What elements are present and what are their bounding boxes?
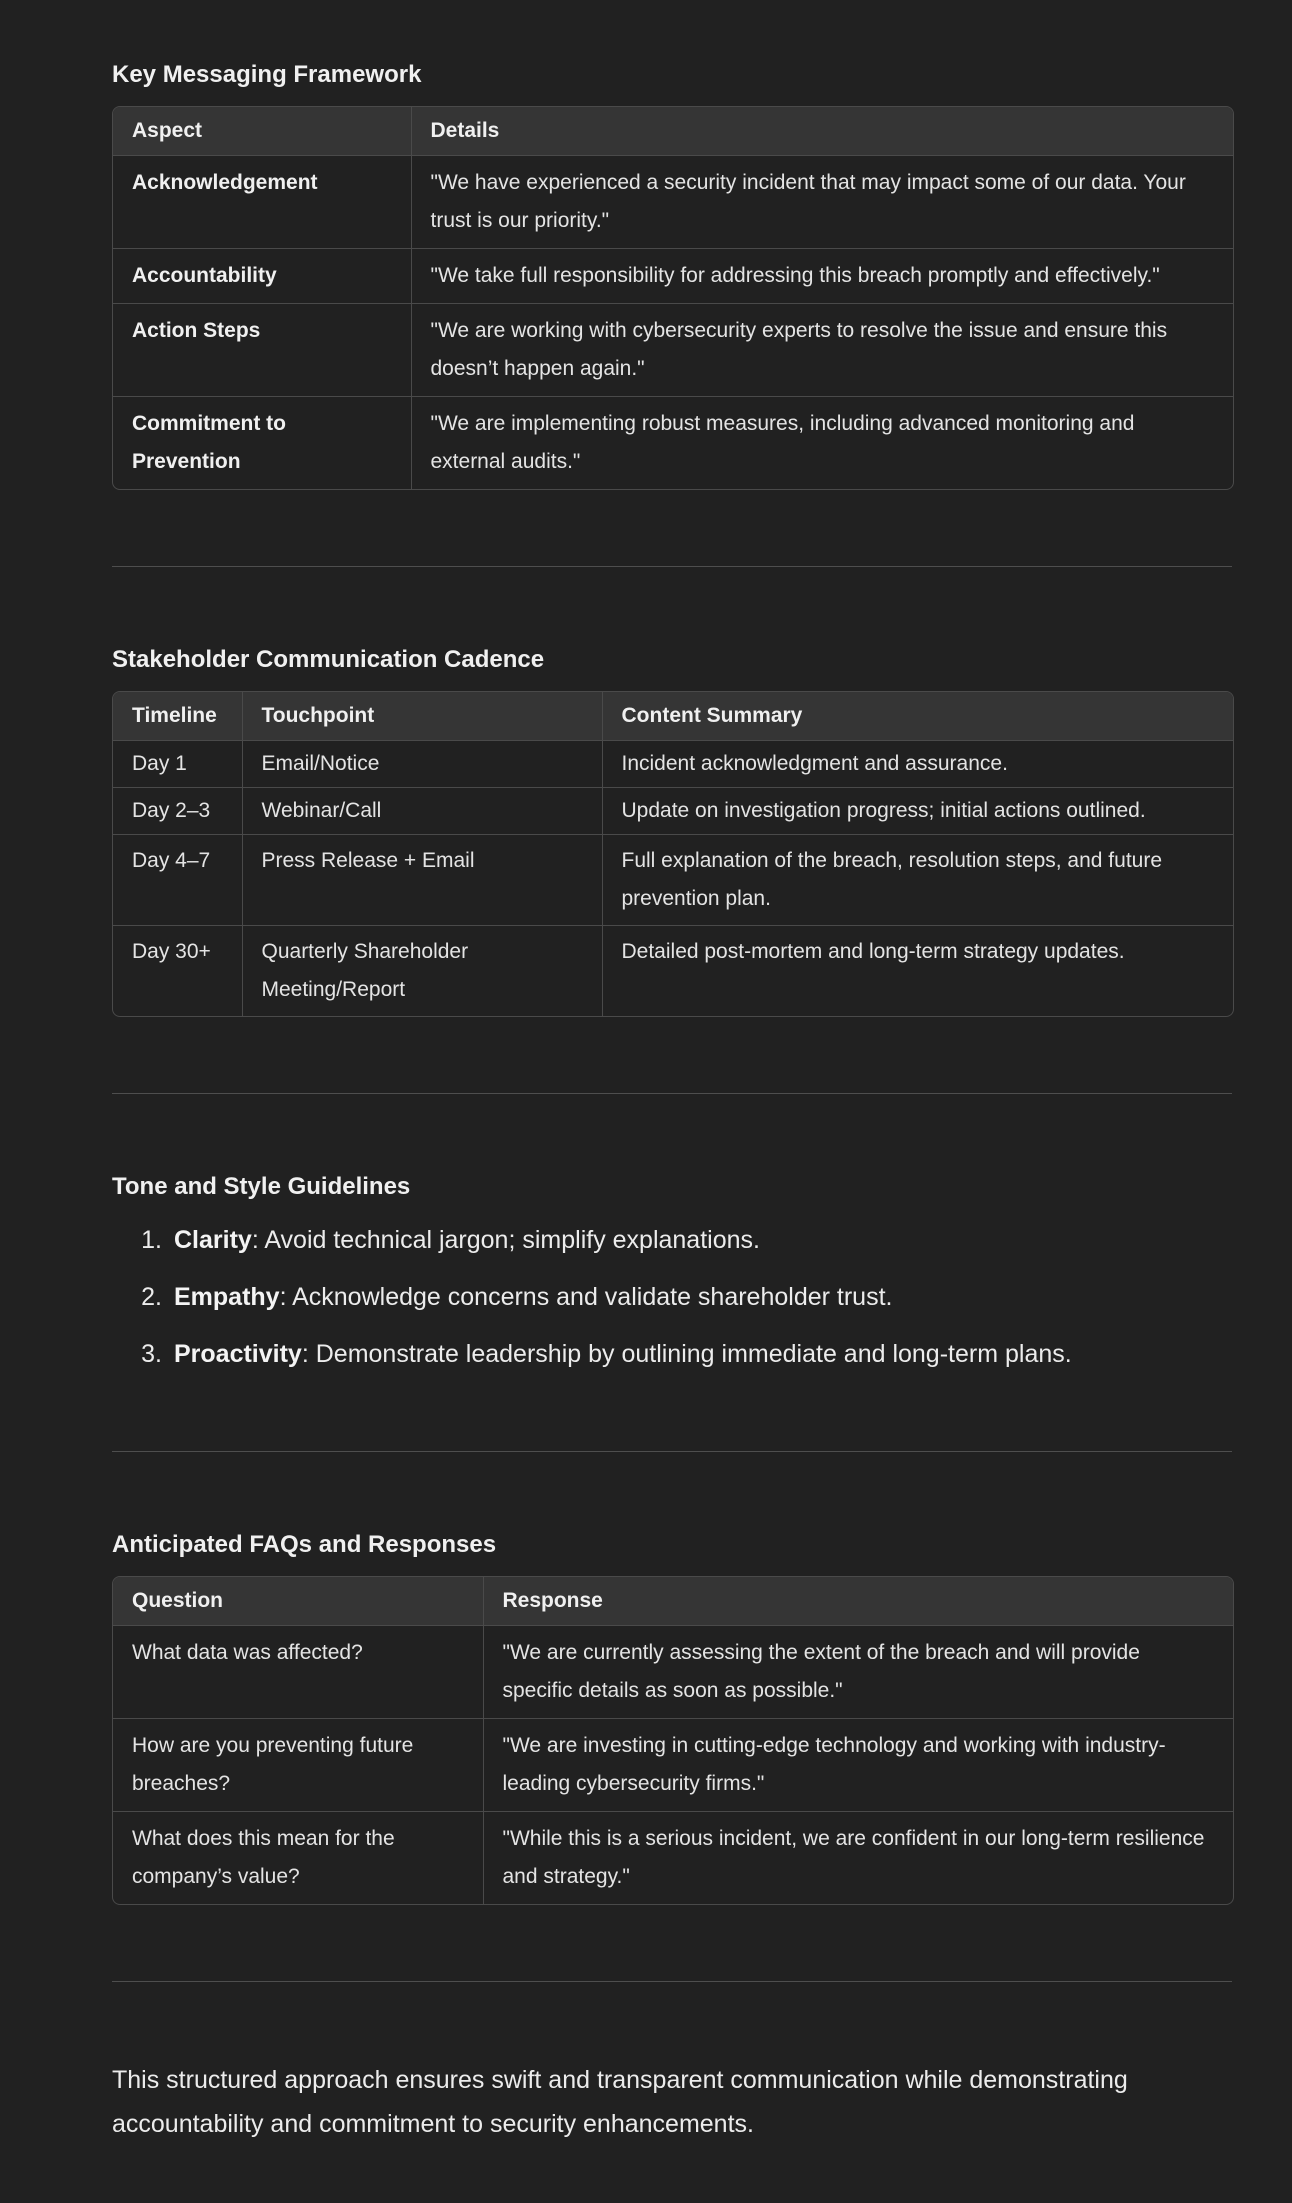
guideline-term: Proactivity [174,1340,302,1368]
guideline-term: Clarity [174,1226,252,1254]
column-header: Aspect [113,107,411,156]
list-item [112,1212,1232,1269]
touchpoint-cell: Webinar/Call [242,788,602,835]
table-row [113,1719,1233,1812]
details-cell: "We take full responsibility for addressing this breach promptly and effectively." [411,249,1233,304]
table-header-row [113,692,1233,741]
messaging-table [112,106,1234,490]
response-cell: "We are investing in cutting-edge technology and working with industry-leading cybersecurity firms." [483,1719,1233,1812]
column-header: Response [483,1577,1233,1626]
column-header: Timeline [113,692,242,741]
list-number: 3. [141,1340,162,1368]
faqs-table [112,1576,1234,1905]
list-number: 1. [141,1226,162,1254]
table-row [113,249,1233,304]
response-cell: "While this is a serious incident, we are confident in our long-term resilience and strategy." [502,1827,1205,1888]
timeline-cell: Day 4–7 [113,835,242,926]
timeline-cell: Day 2–3 [113,788,242,835]
table-row [113,156,1233,249]
column-header: Question [113,1577,483,1626]
list-item [112,1326,1232,1383]
guidelines-list [112,1212,1232,1383]
aspect-cell: Acknowledgement [113,156,411,249]
table-header-row [113,107,1233,156]
list-number: 2. [141,1283,162,1311]
section-title-faqs: Anticipated FAQs and Responses [112,1531,497,1558]
column-header: Content Summary [602,692,1233,741]
timeline-cell: Day 30+ [113,926,242,1017]
details-cell: "We have experienced a security incident that may impact some of our data. Your trust is our priority." [411,156,1233,249]
closing-paragraph: This structured approach ensures swift and transparent communication while demonstrating accountability and commitment to security enhancements. [112,2066,1128,2138]
summary-cell: Detailed post-mortem and long-term strategy updates. [621,940,1125,963]
summary-cell: Incident acknowledgment and assurance. [602,741,1233,788]
summary-cell: Update on investigation progress; initial actions outlined. [602,788,1233,835]
table-row [113,397,1233,490]
table-row [113,788,1233,835]
guideline-text: : Demonstrate leadership by outlining immediate and long-term plans. [301,1340,1072,1368]
table-row [113,1812,1233,1905]
guideline-term: Empathy [174,1283,280,1311]
table-row [113,926,1233,1017]
touchpoint-cell: Press Release + Email [242,835,602,926]
guideline-text: : Avoid technical jargon; simplify explanations. [251,1226,760,1254]
table-row [113,1626,1233,1719]
timeline-cell: Day 1 [113,741,242,788]
question-cell: What data was affected? [113,1626,483,1719]
table-row [113,304,1233,397]
touchpoint-cell: Quarterly Shareholder Meeting/Report [242,926,602,1017]
question-cell: How are you preventing future breaches? [113,1719,483,1812]
document-content [112,0,1232,2146]
response-cell: "We are currently assessing the extent of the breach and will provide specific details as soon as possible." [483,1626,1233,1719]
aspect-cell: Action Steps [113,304,411,397]
aspect-cell: Commitment to Prevention [113,397,411,490]
section-title-tone: Tone and Style Guidelines [112,1173,411,1200]
aspect-cell: Accountability [113,249,411,304]
table-row [113,741,1233,788]
column-header: Touchpoint [242,692,602,741]
touchpoint-cell: Email/Notice [242,741,602,788]
question-cell: What does this mean for the company’s value? [113,1812,483,1905]
section-title-messaging: Key Messaging Framework [112,61,422,88]
section-title-cadence: Stakeholder Communication Cadence [112,646,545,673]
details-cell: "We are working with cybersecurity experts to resolve the issue and ensure this doesn’t happen again." [411,304,1233,397]
table-row [113,835,1233,926]
summary-cell: Full explanation of the breach, resolution steps, and future prevention plan. [602,835,1233,926]
cadence-table [112,691,1234,1017]
table-header-row [113,1577,1233,1626]
details-cell: "We are implementing robust measures, including advanced monitoring and external audits." [430,412,1135,473]
column-header: Details [411,107,1233,156]
list-item [112,1269,1232,1326]
guideline-text: : Acknowledge concerns and validate shareholder trust. [279,1283,893,1311]
